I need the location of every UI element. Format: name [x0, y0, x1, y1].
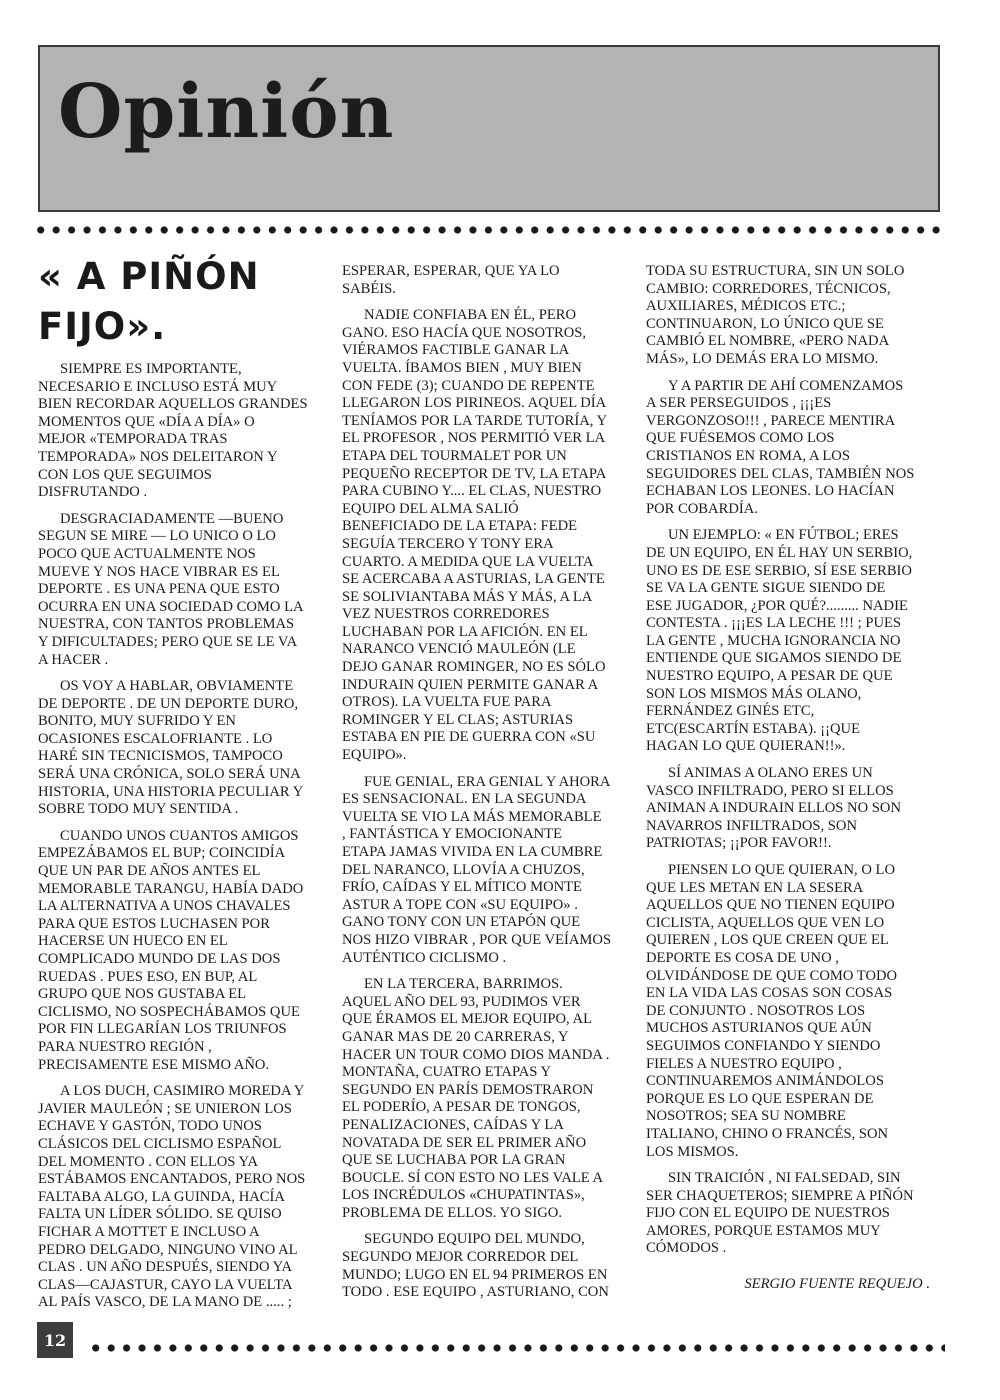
paragraph: UN EJEMPLO: « EN FÚTBOL; ERES DE UN EQUIPO, EN ÉL HAY UN SERBIO, UNO ES DE ESE SERBIO, SÍ ESE SERBIO SE VA LA GENTE SIGUE SIENDO DE ESE JUGADOR, ¿POR QUÉ?......... NADIE CONTESTA . ¡¡¡ES LA LECHE !!! ; PUES LA GENTE , MUCHA IGNORANCIA NO ENTIENDE QUE SIGAMOS SIENDO DE NUESTRO EQUIPO, A PESAR DE QUE SON LOS MISMOS MÁS OLANO, FERNÁNDEZ GINÉS ETC, ETC(ESCARTÍN ESTABA). ¡¡QUE HAGAN LO QUE QUIERAN!!». — [646, 527, 913, 755]
paragraph: SIEMPRE ES IMPORTANTE, NECESARIO E INCLUSO ESTÁ MUY BIEN RECORDAR AQUELLOS GRANDES MOMENTOS QUE «DÍA A DÍA» O MEJOR «TEMPORADA TRAS TEMPORADA» NOS DELEITARON Y CON LOS QUE SEGUIMOS DISFRUTANDO . — [38, 361, 308, 501]
paragraph: Y A PARTIR DE AHÍ COMENZAMOS A SER PERSEGUIDOS , ¡¡¡ES VERGONZOSO!!! , PARECE MENTIRA QUE FUÉSEMOS COMO LOS CRISTIANOS EN ROMA, A LOS SEGUIDORES DEL CLAS, TAMBIÉN NOS ECHABAN LOS LEONES. LO HACÍAN POR COBARDÍA. — [646, 377, 915, 517]
paragraph: A LOS DUCH, CASIMIRO MOREDA Y JAVIER MAULEÓN ; SE UNIERON LOS ECHAVE Y GASTÓN, TODO UNOS CLÁSICOS DEL CICLISMO ESPAÑOL DEL MOMENTO . CON ELLOS YA ESTÁBAMOS ENCANTADOS, PERO NOS FALTABA ALGO, LA GUINDA, HACÍA FALTA UN LÍDER SÓLIDO. SE QUISO FICHAR A MOTTET E INCLUSO A PEDRO DELGADO, NINGUNO VINO AL CLAS . UN AÑO DESPUÉS, SIENDO YA CLAS—CAJASTUR, CAYO LA VUELTA AL PAÍS VASCO, DE LA MANO DE ..... ; — [38, 1083, 306, 1311]
paragraph: CUANDO UNOS CUANTOS AMIGOS EMPEZÁBAMOS EL BUP; COINCIDÍA QUE UN PAR DE AÑOS ANTES EL MEMORABLE TARANGU, HABÍA DADO LA ALTERNATIVA A UNOS CHAVALES PARA QUE ESTOS LUCHASEN POR HACERSE UN HUECO EN EL COMPLICADO MUNDO DE LAS DOS RUEDAS . PUES ESO, EN BUP, AL GRUPO QUE NOS GUSTABA EL CICLISMO, NO SOSPECHÁBAMOS QUE POR FIN LLEGARÍAN LOS TRIUNFOS PARA NUESTRO REGIÓN , PRECISAMENTE ESE MISMO AÑO. — [38, 827, 304, 1073]
paragraph: PIENSEN LO QUE QUIERAN, O LO QUE LES METAN EN LA SESERA AQUELLOS QUE NO TIENEN EQUIPO CICLISTA, AQUELLOS QUE VEN LO QUIEREN , LOS QUE CREEN QUE EL DEPORTE ES COSA DE UNO , OLVIDÁNDOSE DE QUE COMO TODO EN LA VIDA LAS COSAS SON COSAS DE CONJUNTO . NOSOTROS LOS MUCHOS ASTURIANOS QUE AÚN SEGUIMOS CONFIANDO Y SIENDO FIELES A NUESTRO EQUIPO , CONTINUAREMOS ANIMÁNDOLOS PORQUE ES LO QUE ESPERAN DE NOSOTROS; SEA SU NOMBRE ITALIANO, CHINO O FRANCÉS, SON LOS MISMOS. — [646, 862, 898, 1160]
article-title: « A PIÑÓN FIJO». — [38, 255, 260, 348]
paragraph: NADIE CONFIABA EN ÉL, PERO GANO. ESO HACÍA QUE NOSOTROS, VIÉRAMOS FACTIBLE GANAR LA VUELTA. ÍBAMOS BIEN , MUY BIEN CON FEDE (3); CUANDO DE REPENTE LLEGARON LOS PIRINEOS. AQUEL DÍA TENÍAMOS POR LA TARDE TUTORÍA, Y EL PROFESOR , NOS PERMITIÓ VER LA ETAPA DEL TOURMALET POR UN PEQUEÑO RECEPTOR DE TV, LA ETAPA PARA CUBINO Y.... EL CLAS, NUESTRO EQUIPO DEL ALMA SALIÓ BENEFICIADO DE LA ETAPA: FEDE SEGUÍA TERCERO Y TONY ERA CUARTO. A MEDIDA QUE LA VUELTA SE ACERCABA A ASTURIAS, LA GENTE SE SOLIVIANTABA MÁS Y MÁS, A LA VEZ NUESTROS CORREDORES LUCHABAN POR LA AFICIÓN. EN EL NARANCO VENCIÓ MAULEÓN (LE DEJO GANAR ROMINGER, NO ES SÓLO INDURAIN QUIEN PERMITE GANAR A OTROS). LA VUELTA FUE PARA ROMINGER Y EL CLAS; ASTURIAS ESTABA EN PIE DE GUERRA CON «SU EQUIPO». — [342, 307, 608, 764]
dotted-divider-top — [33, 225, 945, 235]
section-header-band — [38, 45, 940, 212]
paragraph: ESPERAR, ESPERAR, QUE YA LO SABÉIS. — [342, 263, 560, 297]
section-title: Opinión — [58, 69, 395, 155]
paragraph: DESGRACIADAMENTE —BUENO SEGUN SE MIRE — LO UNICO O LO POCO QUE ACTUALMENTE NOS MUEVE Y NOS HACE VIBRAR ES EL DEPORTE . ES UNA PENA QUE ESTO OCURRA EN UNA SOCIEDAD COMO LA NUESTRA, CON TANTOS PROBLEMAS Y DIFICULTADES; PERO QUE SE LE VA A HACER . — [38, 510, 304, 668]
paragraph: EN LA TERCERA, BARRIMOS. AQUEL AÑO DEL 93, PUDIMOS VER QUE ÉRAMOS EL MEJOR EQUIPO, AL GANAR MAS DE 20 CARRERAS, Y HACER UN TOUR COMO DIOS MANDA . MONTAÑA, CUATRO ETAPAS Y SEGUNDO EN PARÍS DEMOSTRARON EL PODERÍO, A PESAR DE TONGOS, PENALIZACIONES, CAÍDAS Y LA NOVATADA DE SER EL PRIMER AÑO QUE SE LUCHABA POR LA GRAN BOUCLE. SÍ CON ESTO NO LES VALE A LOS INCRÉDULOS «CHUPATINTAS», PROBLEMA DE ELLOS. YO SIGO. — [342, 976, 610, 1221]
article-column-2 — [342, 263, 634, 1311]
paragraph: TODA SU ESTRUCTURA, SIN UN SOLO CAMBIO: CORREDORES, TÉCNICOS, AUXILIARES, MÉDICOS ETC.; CONTINUARON, LO ÚNICO QUE SE CAMBIÓ EL NOMBRE, «PERO NADA MÁS», LO DEMÁS ERA LO MISMO. — [646, 263, 905, 367]
page-number: 12 — [37, 1322, 73, 1358]
article-column-3 — [646, 263, 938, 1303]
paragraph: OS VOY A HABLAR, OBVIAMENTE DE DEPORTE . DE UN DEPORTE DURO, BONITO, MUY SUFRIDO Y EN OCASIONES ESCALOFRIANTE . LO HARÉ SIN TECNICISMOS, TAMPOCO SERÁ UNA CRÓNICA, SOLO SERÁ UNA HISTORIA, UNA HISTORIA PECULIAR Y SOBRE TODO MUY SENTIDA . — [38, 678, 304, 818]
paragraph: SIN TRAICIÓN , NI FALSEDAD, SIN SER CHAQUETEROS; SIEMPRE A PIÑÓN FIJO CON EL EQUIPO DE NUESTROS AMORES, PORQUE ESTAMOS MUY CÓMODOS . — [646, 1170, 914, 1257]
article-column-1 — [38, 361, 330, 1321]
dotted-divider-bottom — [88, 1343, 945, 1353]
paragraph: SÍ ANIMAS A OLANO ERES UN VASCO INFILTRADO, PERO SI ELLOS ANIMAN A INDURAIN ELLOS NO SON NAVARROS INFILTRADOS, SON PATRIOTAS; ¡¡POR FAVOR!!. — [646, 765, 901, 852]
author-signature: SERGIO FUENTE REQUEJO . — [744, 1276, 930, 1293]
paragraph: SEGUNDO EQUIPO DEL MUNDO, SEGUNDO MEJOR CORREDOR DEL MUNDO; LUGO EN EL 94 PRIMEROS EN TODO . ESE EQUIPO , ASTURIANO, CON — [342, 1231, 609, 1301]
paragraph: FUE GENIAL, ERA GENIAL Y AHORA ES SENSACIONAL. EN LA SEGUNDA VUELTA SE VIO LA MÁS MEMORABLE , FANTÁSTICA Y EMOCIONANTE ETAPA JAMAS VIVIDA EN LA CUMBRE DEL NARANCO, LLOVÍA A CHUZOS, FRÍO, CAÍDAS Y EL MÍTICO MONTE ASTUR A TOPE CON «SU EQUIPO» . GANO TONY CON UN ETAPÓN QUE NOS HIZO VIBRAR , POR QUE VEÍAMOS AUTÉNTICO CICLISMO . — [342, 773, 612, 966]
